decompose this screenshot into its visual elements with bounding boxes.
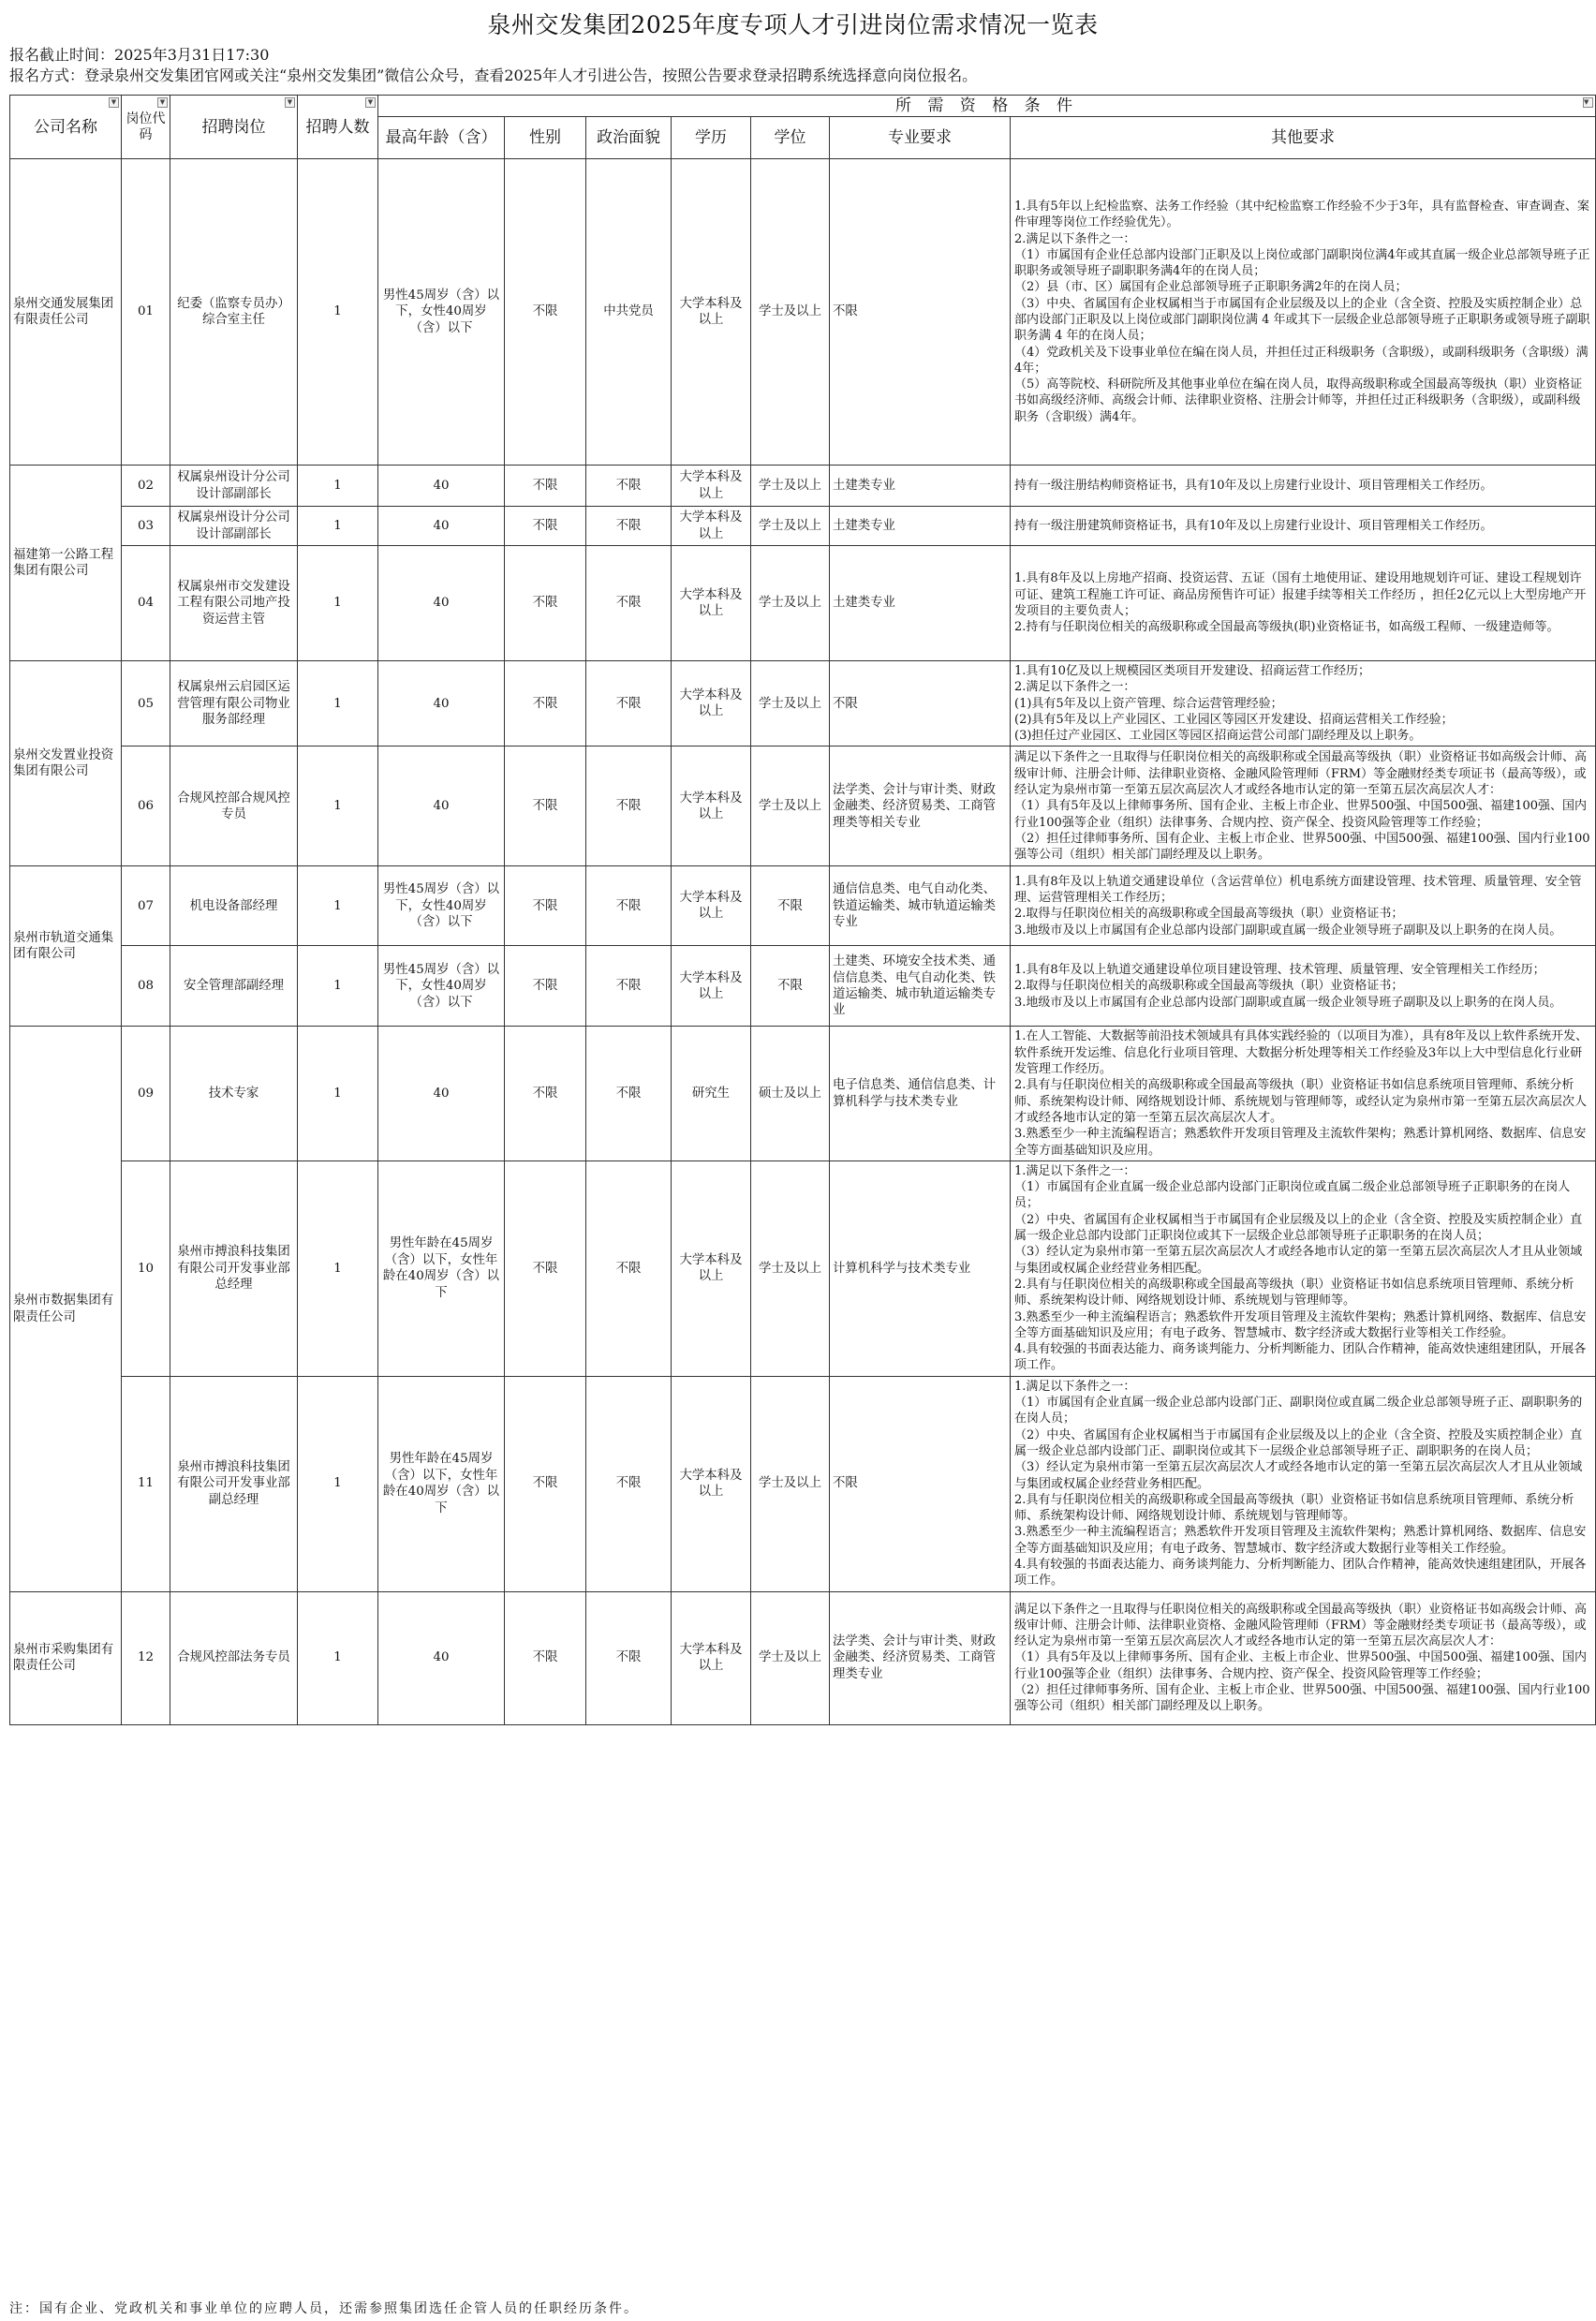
requirement-line: 3.地级市及以上市属国有企业总部内设部门副职或直属一级企业领导班子副职及以上职务的在岗人员。 (1014, 923, 1562, 938)
political-status-cell: 不限 (586, 1160, 672, 1376)
hire-count-cell: 1 (298, 507, 378, 546)
major-requirement-cell: 法学类、会计与审计类、财政金融类、经济贸易类、工商管理类等相关专业 (830, 747, 1011, 866)
requirement-line: 1.满足以下条件之一： (1014, 1379, 1136, 1394)
max-age-cell: 40 (378, 1591, 505, 1724)
table-row (10, 661, 1596, 747)
requirement-line: （4）党政机关及下设事业单位在编在岗人员，并担任过正科级职务（含职级），或副科级职务（含职级）满4年； (1014, 345, 1589, 376)
filter-dropdown-icon[interactable]: ▼ (109, 97, 119, 108)
hire-count-cell: 1 (298, 546, 378, 661)
table-row (10, 1376, 1596, 1591)
requirement-line: （1）市属国有企业直属一级企业总部内设部门正职岗位或直属二级企业总部领导班子正职职务的在岗人员； (1014, 1180, 1571, 1211)
position-title-cell: 技术专家 (170, 1027, 298, 1160)
method-line: 报名方式：登录泉州交发集团官网或关注“泉州交发集团”微信公众号，查看2025年人才引进公告，按照公告要求登录招聘系统选择意向岗位报名。 (9, 67, 978, 84)
requirement-line: 1.具有8年及以上轨道交通建设单位项目建设管理、技术管理、质量管理、安全管理相关工作经历； (1014, 963, 1545, 978)
position-code-cell: 12 (122, 1591, 170, 1724)
document-title: 泉州交发集团2025年度专项人才引进岗位需求情况一览表 (487, 11, 1099, 38)
requirement-line: 1.满足以下条件之一： (1014, 1163, 1136, 1178)
position-title-cell: 机电设备部经理 (170, 866, 298, 946)
political-status-cell: 不限 (586, 866, 672, 946)
other-requirements-cell (1011, 866, 1596, 946)
requirement-line: 持有一级注册建筑师资格证书，具有10年及以上房建行业设计、项目管理相关工作经历。 (1014, 518, 1493, 533)
degree-cell: 学士及以上 (751, 1160, 830, 1376)
major-requirement-cell: 不限 (830, 661, 1011, 747)
requirement-line: （1）具有5年及以上律师事务所、国有企业、主板上市企业、世界500强、中国500强、福建100强、国内行业100强等企业（组织）法律事务、合规内控、资产保全、投资风险管理等工作经验； (1014, 1650, 1587, 1681)
gender-cell: 不限 (505, 747, 586, 866)
requirement-line: 2.持有与任职岗位相关的高级职称或全国最高等级执(职)业资格证书，如高级工程师、一级建造师等。 (1014, 620, 1559, 635)
position-title-cell: 合规风控部合规风控专员 (170, 747, 298, 866)
header-code[interactable]: 岗位代码 ▼ (122, 96, 170, 159)
gender-cell: 不限 (505, 1027, 586, 1160)
requirement-line: 2.具有与任职岗位相关的高级职称或全国最高等级执（职）业资格证书如信息系统项目管理师、系统分析师、系统架构设计师、网络规划设计师、系统规划与管理师等。 (1014, 1492, 1574, 1524)
gender-cell: 不限 (505, 661, 586, 747)
gender-cell: 不限 (505, 1160, 586, 1376)
political-status-cell: 不限 (586, 661, 672, 747)
gender-cell: 不限 (505, 507, 586, 546)
filter-dropdown-icon[interactable]: ▼ (365, 97, 376, 108)
requirement-line: 3.熟悉至少一种主流编程语言；熟悉软件开发项目管理及主流软件架构；熟悉计算机网络、数据库、信息安全等方面基础知识及应用。 (1014, 1127, 1587, 1158)
gender-cell: 不限 (505, 866, 586, 946)
requirement-line: 1.具有5年以上纪检监察、法务工作经验（其中纪检监察工作经验不少于3年，具有监督检查、审查调查、案件审理等岗位工作经验优先）。 (1014, 199, 1589, 230)
other-requirements-cell (1011, 1591, 1596, 1724)
education-cell: 大学本科及以上 (672, 546, 751, 661)
degree-cell: 不限 (751, 946, 830, 1027)
gender-cell: 不限 (505, 1591, 586, 1724)
hire-count-cell: 1 (298, 1027, 378, 1160)
other-requirements-cell (1011, 1376, 1596, 1591)
company-name-cell: 福建第一公路工程集团有限公司 (10, 466, 122, 661)
position-title-cell: 权属泉州云启园区运营管理有限公司物业服务部经理 (170, 661, 298, 747)
political-status-cell: 不限 (586, 1027, 672, 1160)
other-requirements-cell (1011, 747, 1596, 866)
requirement-line: (2)具有5年及以上产业园区、工业园区等园区开发建设、招商运营相关工作经验； (1014, 712, 1454, 727)
position-title-cell: 权属泉州市交发建设工程有限公司地产投资运营主管 (170, 546, 298, 661)
political-status-cell: 不限 (586, 1591, 672, 1724)
requirement-line: （1）具有5年及以上律师事务所、国有企业、主板上市企业、世界500强、中国500强、福建100强、国内行业100强等企业（组织）法律事务、合规内控、资产保全、投资风险管理等工作经验； (1014, 799, 1587, 830)
max-age-cell: 男性45周岁（含）以下，女性40周岁（含）以下 (378, 946, 505, 1027)
requirement-line: （3）中央、省属国有企业权属相当于市属国有企业层级及以上的企业（含全资、控股及实质控制企业）总部内设部门正职及以上岗位或部门副职岗位满 4 年或其下一层级企业总部领导班子正职职务或领导班子副职职务满 4 年的在岗人员； (1014, 296, 1590, 344)
header-count[interactable]: 招聘人数 ▼ (298, 96, 378, 159)
degree-cell: 学士及以上 (751, 466, 830, 507)
hire-count-cell: 1 (298, 661, 378, 747)
max-age-cell: 40 (378, 466, 505, 507)
max-age-cell: 男性年龄在45周岁（含）以下，女性年龄在40周岁（含）以下 (378, 1376, 505, 1591)
max-age-cell: 男性年龄在45周岁（含）以下，女性年龄在40周岁（含）以下 (378, 1160, 505, 1376)
political-status-cell: 不限 (586, 747, 672, 866)
hire-count-cell: 1 (298, 946, 378, 1027)
header-degree: 学位 (751, 117, 830, 159)
position-code-cell: 06 (122, 747, 170, 866)
company-name-cell: 泉州市数据集团有限责任公司 (10, 1027, 122, 1591)
company-name-cell: 泉州市采购集团有限责任公司 (10, 1591, 122, 1724)
position-title-cell: 合规风控部法务专员 (170, 1591, 298, 1724)
header-qualifications[interactable]: 所 需 资 格 条 件 ▼ (378, 96, 1596, 117)
requirement-line: 3.熟悉至少一种主流编程语言；熟悉软件开发项目管理及主流软件架构；熟悉计算机网络、数据库、信息安全等方面基础知识及应用；有电子政务、智慧城市、数字经济或大数据行业等相关工作经验。 (1014, 1309, 1587, 1340)
hire-count-cell: 1 (298, 159, 378, 466)
major-requirement-cell: 土建类、环境安全技术类、通信信息类、电气自动化类、铁道运输类、城市轨道运输类专业 (830, 946, 1011, 1027)
deadline-line: 报名截止时间：2025年3月31日17:30 (9, 46, 270, 64)
position-code-cell: 04 (122, 546, 170, 661)
table-row (10, 507, 1596, 546)
position-code-cell: 05 (122, 661, 170, 747)
max-age-cell: 男性45周岁（含）以下，女性40周岁（含）以下 (378, 866, 505, 946)
table-row (10, 546, 1596, 661)
gender-cell: 不限 (505, 159, 586, 466)
major-requirement-cell: 通信信息类、电气自动化类、铁道运输类、城市轨道运输类专业 (830, 866, 1011, 946)
position-code-cell: 07 (122, 866, 170, 946)
max-age-cell: 40 (378, 661, 505, 747)
requirement-line: 2.取得与任职岗位相关的高级职称或全国最高等级执（职）业资格证书； (1014, 907, 1404, 922)
requirement-line: （5）高等院校、科研院所及其他事业单位在编在岗人员，取得高级职称或全国最高等级执（职）业资格证书如高级经济师、高级会计师、法律职业资格、注册会计师等，并担任过正科级职务（含职级），或副科级职务（含职级）满4年。 (1014, 377, 1583, 424)
requirement-line: 满足以下条件之一且取得与任职岗位相关的高级职称或全国最高等级执（职）业资格证书如高级会计师、高级审计师、注册会计师、法律职业资格、金融风险管理师（FRM）等金融财经类专项证书（最高等级），或经认定为泉州市第一至第五层次高层次人才或经各地市认定的第一至第五层次高层次人才： (1014, 750, 1588, 798)
header-position[interactable]: 招聘岗位 ▼ (170, 96, 298, 159)
requirement-line: 4.具有较强的书面表达能力、商务谈判能力、分析判断能力、团队合作精神，能高效快速组建团队，开展各项工作。 (1014, 1557, 1587, 1589)
requirement-line: （3）经认定为泉州市第一至第五层次高层次人才或经各地市认定的第一至第五层次高层次人才且从业领域与集团或权属企业经营业务相匹配。 (1014, 1460, 1583, 1491)
requirement-line: （2）担任过律师事务所、国有企业、主板上市企业、世界500强、中国500强、福建100强、国内行业100强等公司（组织）相关部门副经理及以上职务。 (1014, 831, 1590, 863)
major-requirement-cell: 不限 (830, 1376, 1011, 1591)
gender-cell: 不限 (505, 946, 586, 1027)
table-row (10, 466, 1596, 507)
position-title-cell: 安全管理部副经理 (170, 946, 298, 1027)
major-requirement-cell: 计算机科学与技术类专业 (830, 1160, 1011, 1376)
header-age: 最高年龄（含） (378, 117, 505, 159)
requirement-line: （2）中央、省属国有企业权属相当于市属国有企业层级及以上的企业（含全资、控股及实质控制企业）直属一级企业总部内设部门正职岗位或其下一层级企业总部领导班子正职职务的在岗人员； (1014, 1212, 1583, 1244)
hire-count-cell: 1 (298, 747, 378, 866)
requirement-line: （1）市属国有企业直属一级企业总部内设部门正、副职岗位或直属二级企业总部领导班子正、副职职务的在岗人员； (1014, 1396, 1583, 1427)
political-status-cell: 不限 (586, 466, 672, 507)
requirement-line: 1.具有8年及以上房地产招商、投资运营、五证（国有土地使用证、建设用地规划许可证、建设工程规划许可证、建筑工程施工许可证、商品房预售许可证）报建手续等相关工作经历 ，担任2亿元以上大型房地产开发项目的主要负责人； (1014, 571, 1587, 618)
education-cell: 大学本科及以上 (672, 866, 751, 946)
degree-cell: 学士及以上 (751, 747, 830, 866)
requirement-line: （2）担任过律师事务所、国有企业、主板上市企业、世界500强、中国500强、福建100强、国内行业100强等公司（组织）相关部门副经理及以上职务。 (1014, 1683, 1590, 1714)
other-requirements-cell (1011, 546, 1596, 661)
requirement-line: 4.具有较强的书面表达能力、商务谈判能力、分析判断能力、团队合作精神，能高效快速组建团队，开展各项工作。 (1014, 1342, 1587, 1373)
positions-table (9, 95, 1596, 1725)
education-cell: 大学本科及以上 (672, 946, 751, 1027)
degree-cell: 学士及以上 (751, 507, 830, 546)
position-title-cell: 泉州市搏浪科技集团有限公司开发事业部总经理 (170, 1160, 298, 1376)
other-requirements-cell (1011, 466, 1596, 507)
other-requirements-cell (1011, 661, 1596, 747)
position-code-cell: 11 (122, 1376, 170, 1591)
filter-dropdown-icon[interactable]: ▼ (1584, 98, 1595, 106)
political-status-cell: 不限 (586, 946, 672, 1027)
political-status-cell: 不限 (586, 507, 672, 546)
position-title-cell: 纪委（监察专员办）综合室主任 (170, 159, 298, 466)
degree-cell: 学士及以上 (751, 1376, 830, 1591)
requirement-line: (3)担任过产业园区、工业园区等园区招商运营公司部门副经理及以上职务。 (1014, 729, 1422, 744)
requirement-line: （2）县（市、区）属国有企业总部领导班子正职职务满2年的在岗人员； (1014, 280, 1408, 295)
gender-cell: 不限 (505, 1376, 586, 1591)
max-age-cell: 40 (378, 546, 505, 661)
requirement-line: 1.具有8年及以上轨道交通建设单位（含运营单位）机电系统方面建设管理、技术管理、质量管理、安全管理、运营管理相关工作经历； (1014, 874, 1582, 906)
position-code-cell: 08 (122, 946, 170, 1027)
requirement-line: 2.取得与任职岗位相关的高级职称或全国最高等级执（职）业资格证书； (1014, 979, 1404, 994)
position-code-cell: 02 (122, 466, 170, 507)
requirement-line: （2）中央、省属国有企业权属相当于市属国有企业层级及以上的企业（含全资、控股及实质控制企业）直属一级企业总部内设部门正、副职岗位或其下一层级企业总部领导班子正、副职职务的在岗人员； (1014, 1427, 1583, 1458)
company-name-cell: 泉州交发置业投资集团有限公司 (10, 661, 122, 866)
header-gender: 性别 (505, 117, 586, 159)
education-cell: 大学本科及以上 (672, 747, 751, 866)
other-requirements-cell (1011, 507, 1596, 546)
requirement-line: （1）市属国有企业任总部内设部门正职及以上岗位或部门副职岗位满4年或其直属一级企业总部领导班子正职职务或领导班子副职职务满4年的在岗人员； (1014, 247, 1590, 279)
position-code-cell: 09 (122, 1027, 170, 1160)
requirement-line: 持有一级注册结构师资格证书，具有10年及以上房建行业设计、项目管理相关工作经历。 (1014, 478, 1493, 493)
major-requirement-cell: 土建类专业 (830, 546, 1011, 661)
max-age-cell: 40 (378, 747, 505, 866)
education-cell: 大学本科及以上 (672, 661, 751, 747)
position-code-cell: 03 (122, 507, 170, 546)
max-age-cell: 40 (378, 1027, 505, 1160)
hire-count-cell: 1 (298, 866, 378, 946)
education-cell: 大学本科及以上 (672, 507, 751, 546)
requirement-line: 2.满足以下条件之一： (1014, 680, 1136, 695)
requirement-line: 2.具有与任职岗位相关的高级职称或全国最高等级执（职）业资格证书如信息系统项目管理师、系统分析师、系统架构设计师、网络规划设计师、系统规划与管理师等。 (1014, 1277, 1574, 1308)
degree-cell: 学士及以上 (751, 159, 830, 466)
hire-count-cell: 1 (298, 1160, 378, 1376)
hire-count-cell: 1 (298, 1591, 378, 1724)
requirement-line: 2.具有与任职岗位相关的高级职称或全国最高等级执（职）业资格证书如信息系统项目管理师、系统分析师、系统架构设计师、网络规划设计师、系统规划与管理师等，或经认定为泉州市第一至第五层次高层次人才或经各地市认定的第一至第五层次高层次人才。 (1014, 1078, 1588, 1125)
other-requirements-cell (1011, 1027, 1596, 1160)
major-requirement-cell: 土建类专业 (830, 466, 1011, 507)
table-row (10, 946, 1596, 1027)
other-requirements-cell (1011, 1160, 1596, 1376)
max-age-cell: 男性45周岁（含）以下，女性40周岁（含）以下 (378, 159, 505, 466)
requirement-line: 3.熟悉至少一种主流编程语言；熟悉软件开发项目管理及主流软件架构；熟悉计算机网络、数据库、信息安全等方面基础知识及应用；有电子政务、智慧城市、数字经济或大数据行业等相关工作经验。 (1014, 1525, 1587, 1556)
position-code-cell: 10 (122, 1160, 170, 1376)
table-row (10, 1160, 1596, 1376)
major-requirement-cell: 法学类、会计与审计类、财政金融类、经济贸易类、工商管理类专业 (830, 1591, 1011, 1724)
footnote: 注：国有企业、党政机关和事业单位的应聘人员，还需参照集团选任企管人员的任职经历条件。 (9, 2301, 639, 2316)
company-name-cell: 泉州市轨道交通集团有限公司 (10, 866, 122, 1027)
table-row (10, 866, 1596, 946)
table-row (10, 1591, 1596, 1724)
degree-cell: 学士及以上 (751, 1591, 830, 1724)
company-name-cell: 泉州交通发展集团有限责任公司 (10, 159, 122, 466)
education-cell: 大学本科及以上 (672, 1591, 751, 1724)
degree-cell: 学士及以上 (751, 661, 830, 747)
requirement-line: (1)具有5年及以上资产管理、综合运营管理经验； (1014, 696, 1283, 711)
education-cell: 大学本科及以上 (672, 1376, 751, 1591)
requirement-line: 1.在人工智能、大数据等前沿技术领域具有具体实践经验的（以项目为准），具有8年及以上软件系统开发、软件系统开发运维、信息化行业项目管理、大数据分析处理等相关工作经验及3年以上大中型信息化行业研发管理工作经历。 (1014, 1029, 1589, 1077)
hire-count-cell: 1 (298, 1376, 378, 1591)
political-status-cell: 不限 (586, 546, 672, 661)
position-title-cell: 权属泉州设计分公司设计部副部长 (170, 507, 298, 546)
education-cell: 研究生 (672, 1027, 751, 1160)
political-status-cell: 中共党员 (586, 159, 672, 466)
table-row (10, 747, 1596, 866)
degree-cell: 硕士及以上 (751, 1027, 830, 1160)
other-requirements-cell (1011, 159, 1596, 466)
header-education: 学历 (672, 117, 751, 159)
filter-dropdown-icon[interactable]: ▼ (157, 97, 168, 108)
position-code-cell: 01 (122, 159, 170, 466)
education-cell: 大学本科及以上 (672, 159, 751, 466)
hire-count-cell: 1 (298, 466, 378, 507)
education-cell: 大学本科及以上 (672, 1160, 751, 1376)
other-requirements-cell (1011, 946, 1596, 1027)
gender-cell: 不限 (505, 546, 586, 661)
requirement-line: （3）经认定为泉州市第一至第五层次高层次人才或经各地市认定的第一至第五层次高层次人才且从业领域与集团或权属企业经营业务相匹配。 (1014, 1245, 1583, 1276)
header-company[interactable]: 公司名称 ▼ (10, 96, 122, 159)
table-row (10, 159, 1596, 466)
header-major: 专业要求 (830, 117, 1011, 159)
position-title-cell: 泉州市搏浪科技集团有限公司开发事业部副总经理 (170, 1376, 298, 1591)
major-requirement-cell: 不限 (830, 159, 1011, 466)
filter-dropdown-icon[interactable]: ▼ (285, 97, 295, 108)
header-political: 政治面貌 (586, 117, 672, 159)
header-other: 其他要求 (1011, 117, 1596, 159)
major-requirement-cell: 电子信息类、通信信息类、计算机科学与技术类专业 (830, 1027, 1011, 1160)
table-row (10, 1027, 1596, 1160)
positions-table-body (10, 159, 1596, 1725)
degree-cell: 学士及以上 (751, 546, 830, 661)
requirement-line: 2.满足以下条件之一： (1014, 231, 1136, 246)
requirement-line: 满足以下条件之一且取得与任职岗位相关的高级职称或全国最高等级执（职）业资格证书如高级会计师、高级审计师、注册会计师、法律职业资格、金融风险管理师（FRM）等金融财经类专项证书（最高等级），或经认定为泉州市第一至第五层次高层次人才或经各地市认定的第一至第五层次高层次人才： (1014, 1602, 1588, 1649)
requirement-line: 1.具有10亿及以上规模园区类项目开发建设、招商运营工作经历； (1014, 664, 1370, 678)
position-title-cell: 权属泉州设计分公司设计部副部长 (170, 466, 298, 507)
gender-cell: 不限 (505, 466, 586, 507)
degree-cell: 不限 (751, 866, 830, 946)
requirement-line: 3.地级市及以上市属国有企业总部内设部门副职或直属一级企业领导班子副职及以上职务的在岗人员。 (1014, 995, 1562, 1010)
political-status-cell: 不限 (586, 1376, 672, 1591)
max-age-cell: 40 (378, 507, 505, 546)
education-cell: 大学本科及以上 (672, 466, 751, 507)
major-requirement-cell: 土建类专业 (830, 507, 1011, 546)
